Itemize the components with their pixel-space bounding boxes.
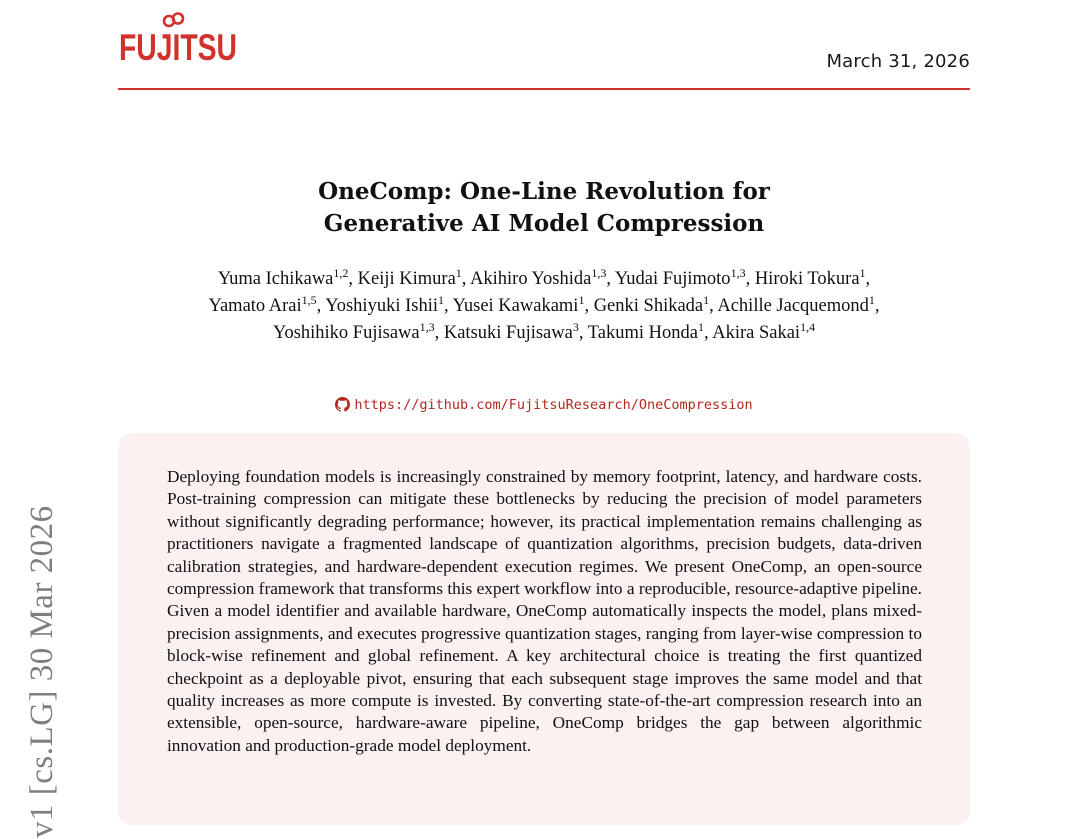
paper-title (118, 176, 970, 240)
fujitsu-logo-mark (118, 12, 242, 70)
author-name: Yoshiyuki Ishii (325, 296, 438, 316)
author-name: Genki Shikada (593, 296, 704, 316)
author-affiliation: 1,5 (301, 293, 317, 307)
author-line-1: Yuma Ichikawa$^{1,2}$, Keiji Kimura$^1$, Akihiro Yoshida$^{1,3}$, Yudai Fujimoto$^{1,3}$, Hiroki Tokura$^1$, (217, 266, 871, 289)
author-name: Yuma Ichikawa (217, 269, 334, 289)
title-line-1: OneComp: One-Line Revolution for (318, 178, 770, 205)
author-name: Achille Jacquemond (717, 296, 869, 316)
author-name: Hiroki Tokura (754, 269, 860, 289)
arxiv-stamp: v1 [cs.LG] 30 Mar 2026 (24, 505, 60, 838)
author-name: Yusei Kawakami (452, 296, 579, 316)
abstract-box (118, 433, 970, 825)
author-affiliation: 1 (455, 266, 462, 280)
author-affiliation: 1,2 (333, 266, 349, 280)
github-icon (335, 397, 350, 416)
author-name: Keiji Kimura (357, 269, 456, 289)
author-affiliation: 1,3 (591, 266, 607, 280)
author-name: Yamato Arai (208, 296, 302, 316)
author-affiliation: 1,4 (800, 320, 816, 334)
author-name: Yudai Fujimoto (614, 269, 731, 289)
author-name: Takumi Honda (587, 323, 698, 343)
header-date: March 31, 2026 (826, 51, 970, 72)
author-affiliation: 1 (697, 320, 704, 334)
author-affiliation: 1 (859, 266, 866, 280)
author-name: Akihiro Yoshida (470, 269, 592, 289)
author-affiliation: 1 (578, 293, 585, 307)
author-list (118, 266, 970, 347)
author-affiliation: 1,3 (730, 266, 746, 280)
logo-wordmark: FUJITSU (119, 27, 237, 68)
author-name: Akira Sakai (712, 323, 801, 343)
header-divider (118, 88, 970, 90)
fujitsu-logo (118, 12, 242, 70)
author-affiliation: 1 (437, 293, 444, 307)
author-line-3: Yoshihiko Fujisawa$^{1,3}$, Katsuki Fujisawa$^3$, Takumi Honda$^1$, Akira Sakai$^{1,4}$ (272, 320, 816, 343)
author-affiliation: 1,3 (419, 320, 435, 334)
author-affiliation: 1 (703, 293, 710, 307)
title-line-2: Generative AI Model Compression (323, 210, 765, 237)
author-affiliation: 1 (868, 293, 875, 307)
repo-link-row (118, 397, 970, 416)
repo-link[interactable]: https://github.com/FujitsuResearch/OneCompression (354, 397, 753, 413)
abstract-text: Deploying foundation models is increasingly constrained by memory footprint, latency, and hardware costs. Post-training compression can mitigate these bottlenecks by reducing the precision of model parameters without significantly degrading performance; however, its practical implementation remains challenging as practitioners navigate a fragmented landscape of quantization algorithms, precision budgets, data-driven calibration strategies, and hardware-dependent execution regimes. We present OneComp, an open-source compression framework that transforms this expert workflow into a reproducible, resource-adaptive pipeline. Given a model identifier and available hardware, OneComp automatically inspects the model, plans mixed-precision assignments, and executes progressive quantization stages, ranging from layer-wise compression to block-wise refinement and global refinement. A key architectural choice is treating the first quantized checkpoint as a deployable pivot, ensuring that each subsequent stage improves the same model and that quality increases as more compute is invested. By converting state-of-the-art compression research into an extensible, open-source, hardware-aware pipeline, OneComp bridges the gap between algorithmic innovation and production-grade model deployment. (167, 467, 922, 755)
author-affiliation: 3 (572, 320, 579, 334)
author-name: Yoshihiko Fujisawa (272, 323, 420, 343)
author-name: Katsuki Fujisawa (443, 323, 573, 343)
author-line-2: Yamato Arai$^{1,5}$, Yoshiyuki Ishii$^1$, Yusei Kawakami$^1$, Genki Shikada$^1$, Achille Jacquemond$^1$, (208, 293, 880, 316)
